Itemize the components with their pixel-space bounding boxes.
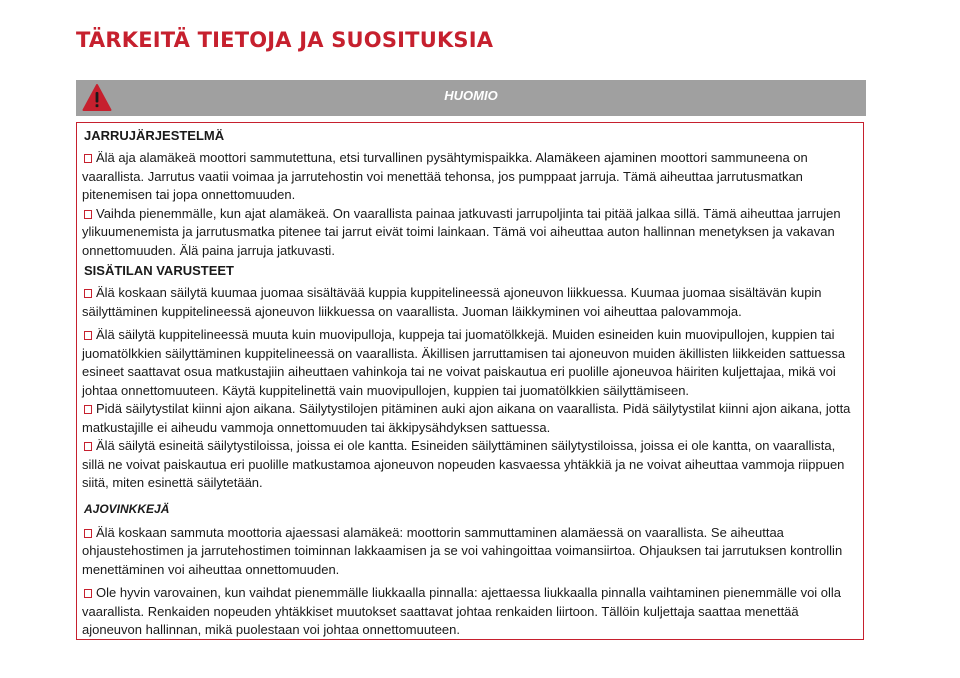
paragraph: Ole hyvin varovainen, kun vaihdat pienemmälle liukkaalla pinnalla: ajettaessa liukkaalla pinnalla vaihtaminen pienemmälle voi olla vaarallista. Renkaiden nopeuden yhtäkkiset muutokset saattavat johtaa renkaiden liirtoon. Tällöin kuljettaja saattaa menettää ajoneuvon hallinnan, mikä puolestaan voi johtaa onnettomuuteen. (82, 585, 842, 637)
bullet-square-icon (84, 405, 92, 414)
paragraph: Vaihda pienemmälle, kun ajat alamäkeä. On vaarallista painaa jatkuvasti jarrupoljinta tai pitää jalkaa sillä. Tämä aiheuttaa jarrujen ylikuumenemista ja jarrutusmatka pitenee tai jarrut eivät toimi lainkaan. Tämä voi aiheuttaa auton hallinnan menetyksen ja vakavan onnettomuuden. Älä paina jarruja jatkuvasti. (82, 205, 841, 258)
paragraph: Älä koskaan sammuta moottoria ajaessasi alamäkeä: moottorin sammuttaminen alamäessä on vaarallista. Se aiheuttaa ohjaustehostimen ja jarrutehostimen toiminnan lakkaamisen ja se voi vahingoittaa voimansiirtoa. Ohjauksen tai jarrutuksen kontrollin menettäminen voi aiheuttaa onnettomuuden. (82, 524, 843, 577)
bullet-square-icon (84, 289, 92, 298)
section-title-brakes: JARRUJÄRJESTELMÄ (84, 128, 225, 143)
paragraph: Pidä säilytystilat kiinni ajon aikana. Säilytystilojen pitäminen auki ajon aikana on vaarallista. Pidä säilytystilat kiinni ajon aikana, jotta matkustajille ei aiheudu vammoja onnettomuuden tai äkkipysähdyksen sattuessa. (82, 401, 851, 435)
page-title: TÄRKEITÄ TIETOJA JA SUOSITUKSIA (76, 28, 494, 52)
bullet-square-icon (84, 154, 92, 163)
warning-content (76, 122, 864, 640)
paragraph: Älä koskaan säilytä kuumaa juomaa sisältävää kuppia kuppitelineessä ajoneuvon liikkuessa. Kuumaa juomaa sisältävän kupin säilyttäminen kuppitelineessä ajoneuvon liikkuessa on vaarallista. Juoman läikkyminen voi aiheuttaa palovammoja. (82, 285, 822, 319)
bullet-square-icon (84, 529, 92, 538)
paragraph: Älä säilytä kuppitelineessä muuta kuin muovipulloja, kuppeja tai juomatölkkejä. Muiden esineiden kuin muovipullojen, kuppien tai juomatölkkien säilyttäminen kuppitelineessä on vaarallista. Äkillisen jarruttamisen tai ajoneuvon muiden äkillisten liikkeiden sattuessa esineet saattavat osua matkustajiin aiheuttaen vahinkoja tai ne voivat paiskautua eri puolille ajoneuvoa häiriten kuljettajaa, mikä voi johtaa onnettomuuteen. Käytä kuppitelinettä vain muovipullojen, kuppien tai juomatölkkien säilyttämiseen. (82, 327, 846, 398)
paragraph: Älä säilytä esineitä säilytystiloissa, joissa ei ole kantta. Esineiden säilyttäminen säilytystiloissa, joissa ei ole kantta, on vaarallista, sillä ne voivat paiskautua eri puolille matkustamoa ajoneuvon nopeuden kasvaessa yhtäkkiä ja ne voivat aiheuttaa vammoja riippuen siitä, miten esinettä säilytetään. (82, 438, 845, 490)
section-title-driving-tips: AJOVINKKEJÄ (84, 501, 170, 516)
paragraph: Älä aja alamäkeä moottori sammutettuna, etsi turvallinen pysähtymispaikka. Alamäkeen ajaminen moottori sammuneena on vaarallista. Jarrutus vaatii voimaa ja jarrutehostin voi menettää tehonsa, jos pumppaat jarruja. Tämä aiheuttaa jarrutusmatkan pitenemisen tai jopa onnettomuuden. (82, 150, 808, 202)
bullet-square-icon (84, 589, 92, 598)
bullet-square-icon (84, 331, 92, 340)
bullet-square-icon (84, 210, 92, 219)
section-title-interior: SISÄTILAN VARUSTEET (84, 263, 234, 278)
bullet-square-icon (84, 442, 92, 451)
warning-label: HUOMIO (444, 88, 498, 103)
warning-header (76, 80, 866, 116)
